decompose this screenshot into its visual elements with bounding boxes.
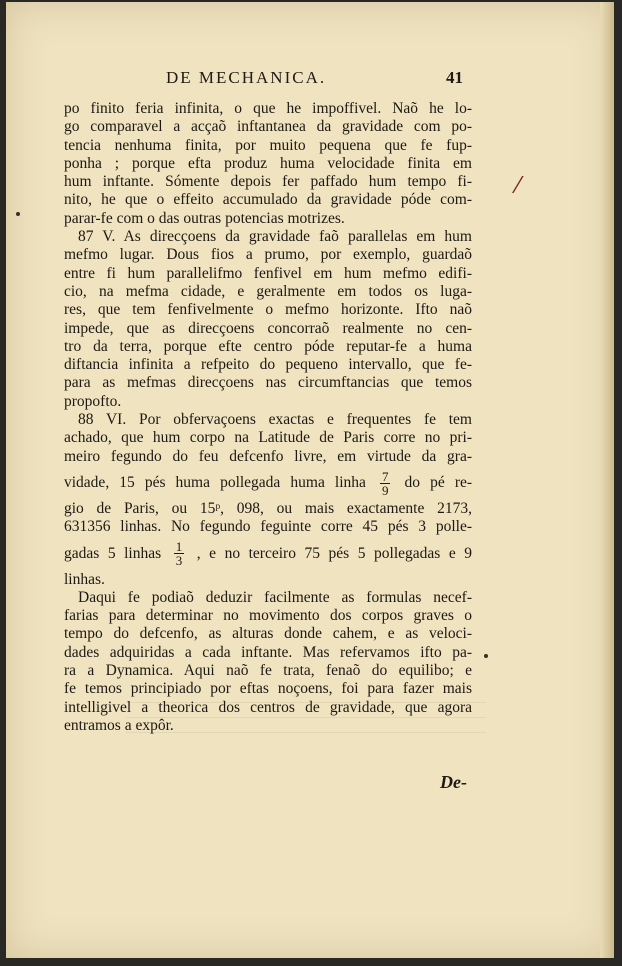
formula-line bbox=[64, 537, 472, 571]
catchword: De- bbox=[440, 772, 467, 792]
fraction-numerator: 7 bbox=[381, 468, 389, 484]
running-head: DE MECHANICA. bbox=[166, 68, 327, 87]
text-line: impede, que as direcçoens concorraõ realmente no cen- bbox=[64, 319, 472, 337]
text-line: achado, que hum corpo na Latitude de Paris corre no pri- bbox=[64, 429, 472, 447]
text-line: gio de Paris, ou 15ᵖ, 098, ou mais exactamente 2173, bbox=[64, 499, 472, 517]
show-through-texture bbox=[126, 702, 486, 772]
text-line: entramos a expôr. bbox=[64, 716, 174, 734]
page-header bbox=[6, 68, 614, 92]
book-page bbox=[6, 2, 614, 958]
text-line: dades adquiridas a cada inftante. Mas refervamos ifto pa- bbox=[64, 643, 472, 661]
text-line: intelligivel a theorica dos centros de gravidade, que agora bbox=[64, 698, 472, 716]
text-line: linhas. bbox=[64, 570, 105, 588]
text-line: cio, na mefma cidade, e geralmente em todos os luga- bbox=[64, 282, 472, 300]
stain-dot bbox=[484, 654, 488, 658]
text-line: parar-fe com o das outras potencias motrizes. bbox=[64, 209, 345, 227]
text-line: po finito feria infinita, o que he impoffivel. Naõ he lo- bbox=[64, 100, 472, 117]
text-line: diftancia infinita a refpeito do pequeno intervallo, que fe- bbox=[64, 356, 472, 374]
text-line: ra a Dynamica. Aqui naõ fe trata, fenaõ do equilibo; e bbox=[64, 662, 472, 680]
fraction-numerator: 1 bbox=[175, 539, 183, 555]
fraction-seven-ninths bbox=[380, 470, 391, 497]
text-line: tencia nenhuma finita, por muito pequena que fe fup- bbox=[64, 136, 472, 154]
paragraph-87-start: 87 V. As direcçoens da gravidade faõ parallelas em hum bbox=[78, 228, 472, 246]
formula-text: , e no terceiro 75 pés 5 pollegadas e 9 bbox=[196, 544, 473, 562]
fraction-denominator: 9 bbox=[381, 482, 389, 498]
text-line: ponha ; porque efta produz huma velocidade finita em bbox=[64, 154, 472, 172]
formula-text: vidade, 15 pés huma pollegada huma linha bbox=[64, 473, 366, 491]
text-line: hum inftante. Sómente depois fer paffado hum tempo fi- bbox=[64, 173, 472, 191]
text-line: meiro fegundo do feu defcenfo livre, em virtude da gra- bbox=[64, 447, 472, 465]
text-line: para as mefmas direcçoens nas circumftancias que temos bbox=[64, 374, 472, 392]
text-line: farias para determinar no movimento dos corpos graves o bbox=[64, 607, 472, 625]
fraction-denominator: 3 bbox=[175, 553, 183, 569]
text-line: tro da terra, porque efte centro póde reputar-fe a huma bbox=[64, 337, 472, 355]
formula-line bbox=[64, 466, 472, 500]
paragraph-88-start: 88 VI. Por obfervaçoens exactas e frequentes fe tem bbox=[78, 411, 472, 429]
text-line: nito, he que o effeito accumulado da gravidade póde com- bbox=[64, 191, 472, 209]
formula-text: do pé re- bbox=[404, 473, 473, 491]
text-line: res, que tem fenfivelmente o mefmo horizonte. Ifto naõ bbox=[64, 301, 472, 319]
body-text bbox=[64, 100, 472, 735]
text-line: tempo do defcenfo, as alturas donde cahem, e as veloci- bbox=[64, 625, 472, 643]
page-number: 41 bbox=[446, 68, 463, 87]
fraction-one-third bbox=[174, 540, 185, 567]
formula-text: gadas 5 linhas bbox=[64, 544, 162, 562]
text-line: go comparavel a acçaõ inftantanea da gravidade com po- bbox=[64, 118, 472, 136]
text-line: entre fi hum parallelifmo fenfivel em hum mefmo edifi- bbox=[64, 264, 472, 282]
text-line: propofto. bbox=[64, 392, 122, 410]
page-gutter bbox=[600, 2, 614, 958]
text-line: mefmo lugar. Dous fios a prumo, por exemplo, guardaõ bbox=[64, 246, 472, 264]
stain-dot bbox=[16, 212, 20, 216]
paragraph-daqui-start: Daqui fe podiaõ deduzir facilmente as formulas necef- bbox=[78, 588, 472, 606]
text-line: 631356 linhas. No fegundo feguinte corre 45 pés 3 polle- bbox=[64, 518, 472, 536]
text-line: fe temos principiado por eftas noçoens, foi para fazer mais bbox=[64, 680, 472, 698]
ink-mark: ⁄ bbox=[516, 174, 520, 199]
